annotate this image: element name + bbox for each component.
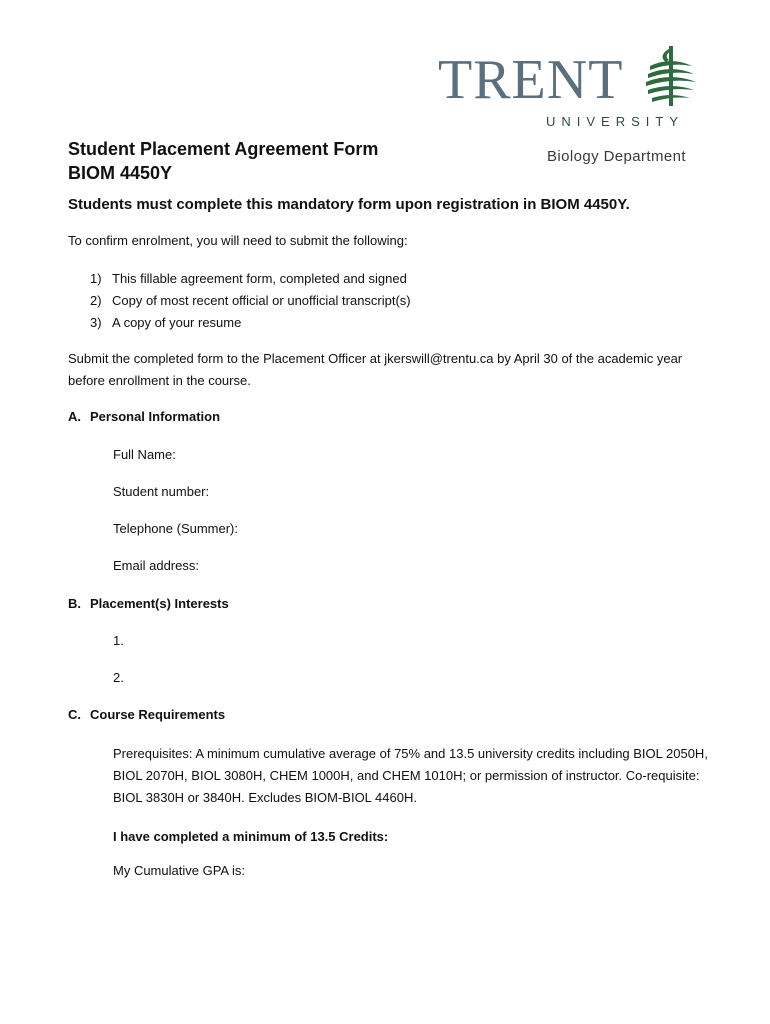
list-item: 3) A copy of your resume	[90, 315, 242, 330]
department-label: Biology Department	[547, 148, 686, 165]
section-b-heading: B. Placement(s) Interests	[68, 596, 229, 611]
placement-interest-1: 1.	[113, 633, 124, 648]
student-number-label: Student number:	[113, 484, 210, 499]
requirements-list	[90, 268, 411, 334]
gpa-label: My Cumulative GPA is:	[113, 863, 245, 878]
form-title-line1: Student Placement Agreement Form	[68, 139, 379, 159]
trent-university-logo	[436, 44, 704, 134]
placement-interest-2: 2.	[113, 670, 124, 685]
intro-text: To confirm enrolment, you will need to submit the following:	[68, 233, 408, 248]
course-code: BIOM 4450Y	[68, 163, 173, 183]
prerequisites-text: Prerequisites: A minimum cumulative average of 75% and 13.5 university credits including BIOL 2050H, BIOL 2070H, BIOL 3080H, CHEM 1000H, and CHEM 1010H; or permission of instructor. Co-requisite: BIOL 3830H or 3840H. Excludes BIOM-BIOL 4460H.	[113, 746, 708, 805]
full-name-label: Full Name:	[113, 447, 176, 462]
email-label: Email address:	[113, 558, 199, 573]
logo-wordmark: TRENT	[438, 49, 624, 111]
submit-instructions: Submit the completed form to the Placement Officer at jkerswill@trentu.ca by April 30 of the academic year before enrollment in the course.	[68, 351, 683, 388]
list-item: 1) This fillable agreement form, completed and signed	[90, 271, 407, 286]
section-a-heading: A. Personal Information	[68, 409, 221, 424]
trent-crest-icon	[640, 44, 702, 110]
logo-subtitle: UNIVERSITY	[546, 114, 685, 129]
section-c-heading: C. Course Requirements	[68, 707, 226, 722]
telephone-label: Telephone (Summer):	[113, 521, 238, 536]
list-item: 2) Copy of most recent official or unofficial transcript(s)	[90, 293, 411, 308]
form-title	[68, 137, 378, 185]
credits-statement: I have completed a minimum of 13.5 Credits:	[113, 829, 389, 844]
mandatory-notice: Students must complete this mandatory form upon registration in BIOM 4450Y.	[68, 196, 630, 213]
